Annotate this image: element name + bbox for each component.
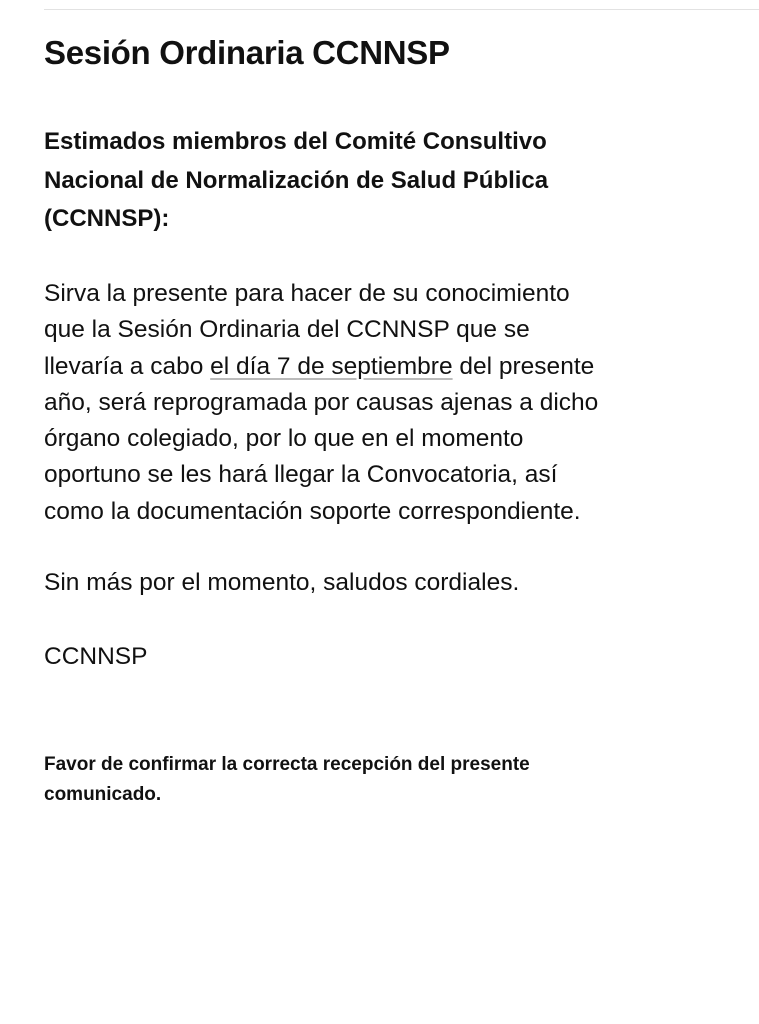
- note-line: comunicado.: [44, 784, 162, 805]
- body-line: oportuno se les hará llegar la Convocatoria, así: [44, 461, 558, 489]
- note-line: Favor de confirmar la correcta recepción del presente: [44, 754, 530, 775]
- body-text: llevaría a cabo: [44, 352, 211, 380]
- greeting-line: Nacional de Normalización de Salud Pública: [44, 166, 549, 194]
- body-line: [44, 349, 744, 385]
- confirmation-note: [44, 750, 744, 810]
- body-line: órgano colegiado, por lo que en el momento: [44, 425, 524, 453]
- header-divider: [44, 9, 759, 10]
- body-text: del presente: [452, 352, 595, 380]
- email-subject: Sesión Ordinaria CCNNSP: [44, 34, 450, 71]
- body-line: como la documentación soporte correspondiente.: [44, 497, 581, 525]
- body-line: Sirva la presente para hacer de su conocimiento: [44, 280, 570, 307]
- email-closing: Sin más por el momento, saludos cordiales.: [44, 569, 520, 596]
- email-greeting: [44, 123, 744, 239]
- email-signature: CCNNSP: [44, 643, 148, 670]
- greeting-line: Estimados miembros del Comité Consultivo: [44, 128, 547, 155]
- date-link[interactable]: el día 7 de septiembre: [210, 352, 453, 380]
- email-body: [44, 276, 744, 530]
- greeting-line: (CCNNSP):: [44, 205, 170, 232]
- body-line: que la Sesión Ordinaria del CCNNSP que se: [44, 316, 530, 344]
- body-line: año, será reprogramada por causas ajenas a dicho: [44, 388, 599, 416]
